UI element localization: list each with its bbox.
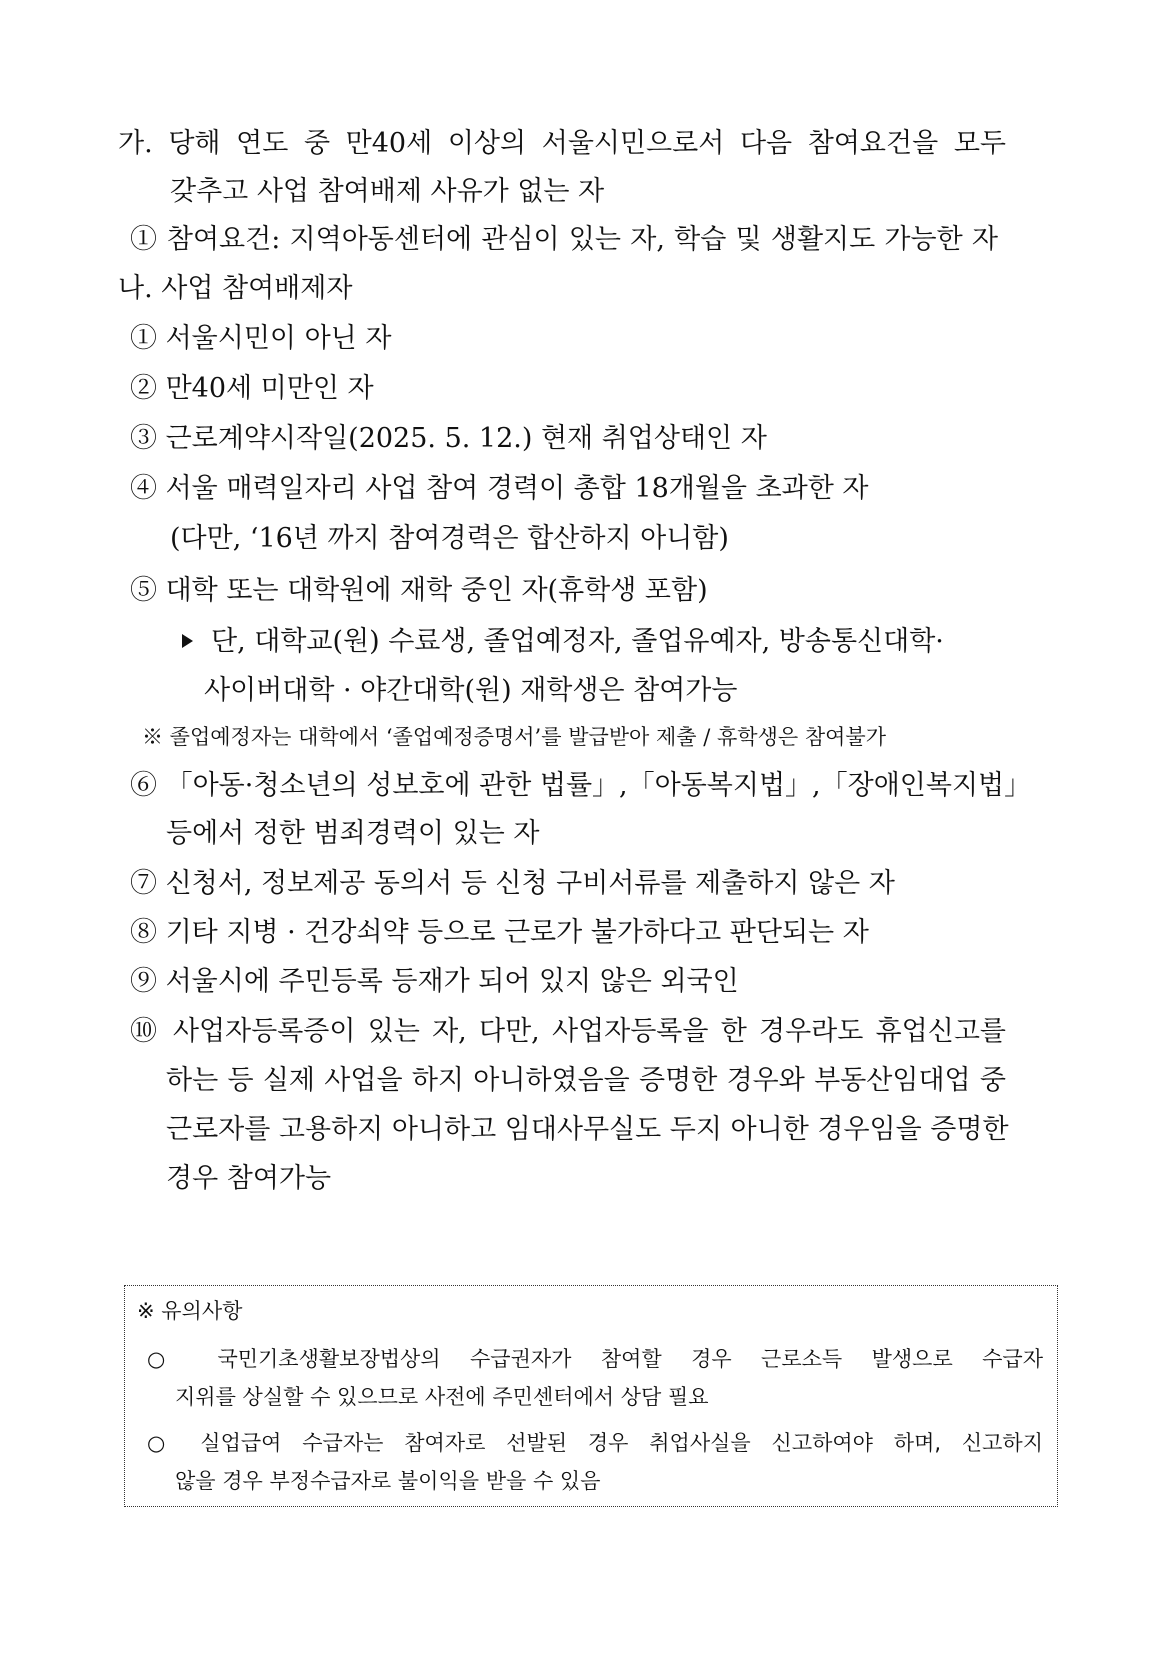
notice-box <box>124 1285 1058 1507</box>
exclusion-item-2: ② 만40세 미만인 자 <box>130 373 374 404</box>
exclusion-item-4-note: (다만, ‘16년 까지 참여경력은 합산하지 아니함) <box>170 523 729 554</box>
exclusion-item-3: ③ 근로계약시작일(2025. 5. 12.) 현재 취업상태인 자 <box>130 423 767 454</box>
exclusion-item-4: ④ 서울 매력일자리 사업 참여 경력이 총합 18개월을 초과한 자 <box>130 473 869 504</box>
section-ga-line1: 가. 당해 연도 중 만40세 이상의 서울시민으로서 다음 참여요건을 모두 <box>118 128 1006 159</box>
section-ga-requirement: ① 참여요건: 지역아동센터에 관심이 있는 자, 학습 및 생활지도 가능한 자 <box>130 224 998 255</box>
notice-bullet-2-line1: ○ 실업급여 수급자는 참여자로 선발된 경우 취업사실을 신고하여야 하며, 신고하지 <box>147 1431 1043 1455</box>
exclusion-item-1: ① 서울시민이 아닌 자 <box>130 323 392 354</box>
exclusion-item-5-remark: ※ 졸업예정자는 대학에서 ‘졸업예정증명서’를 발급받아 제출 / 휴학생은 참여불가 <box>142 725 886 749</box>
exclusion-item-10-line3: 근로자를 고용하지 아니하고 임대사무실도 두지 아니한 경우임을 증명한 <box>166 1114 1009 1145</box>
triangle-bullet-icon <box>182 634 193 648</box>
notice-title: ※ 유의사항 <box>137 1299 243 1323</box>
exclusion-item-6-line1: ⑥ 「아동·청소년의 성보호에 관한 법률」,「아동복지법」,「장애인복지법」 <box>130 770 1032 801</box>
exclusion-item-5: ⑤ 대학 또는 대학원에 재학 중인 자(휴학생 포함) <box>130 575 708 606</box>
exclusion-item-10-line1: ⑩ 사업자등록증이 있는 자, 다만, 사업자등록을 한 경우라도 휴업신고를 <box>130 1016 1006 1047</box>
section-na-title: 나. 사업 참여배제자 <box>118 273 353 304</box>
notice-bullet-2-line2: 않을 경우 부정수급자로 불이익을 받을 수 있음 <box>175 1469 601 1493</box>
exclusion-item-6-line2: 등에서 정한 범죄경력이 있는 자 <box>166 818 540 849</box>
notice-bullet-1-line1: ○ 국민기초생활보장법상의 수급권자가 참여할 경우 근로소득 발생으로 수급자 <box>147 1347 1043 1371</box>
notice-bullet-1-line2: 지위를 상실할 수 있으므로 사전에 주민센터에서 상담 필요 <box>175 1385 709 1409</box>
exclusion-item-9: ⑨ 서울시에 주민등록 등재가 되어 있지 않은 외국인 <box>130 966 739 997</box>
exclusion-item-5-sub-line2: 사이버대학 · 야간대학(원) 재학생은 참여가능 <box>204 675 738 706</box>
exclusion-item-10-line2: 하는 등 실제 사업을 하지 아니하였음을 증명한 경우와 부동산임대업 중 <box>166 1065 1006 1096</box>
exclusion-item-10-line4: 경우 참여가능 <box>166 1163 332 1194</box>
exclusion-item-5-sub <box>182 624 1002 660</box>
exclusion-item-7: ⑦ 신청서, 정보제공 동의서 등 신청 구비서류를 제출하지 않은 자 <box>130 868 895 899</box>
section-ga-line2: 갖추고 사업 참여배제 사유가 없는 자 <box>170 176 605 207</box>
exclusion-item-5-sub-line1: 단, 대학교(원) 수료생, 졸업예정자, 졸업유예자, 방송통신대학· <box>211 626 944 657</box>
exclusion-item-8: ⑧ 기타 지병 · 건강쇠약 등으로 근로가 불가하다고 판단되는 자 <box>130 917 869 948</box>
